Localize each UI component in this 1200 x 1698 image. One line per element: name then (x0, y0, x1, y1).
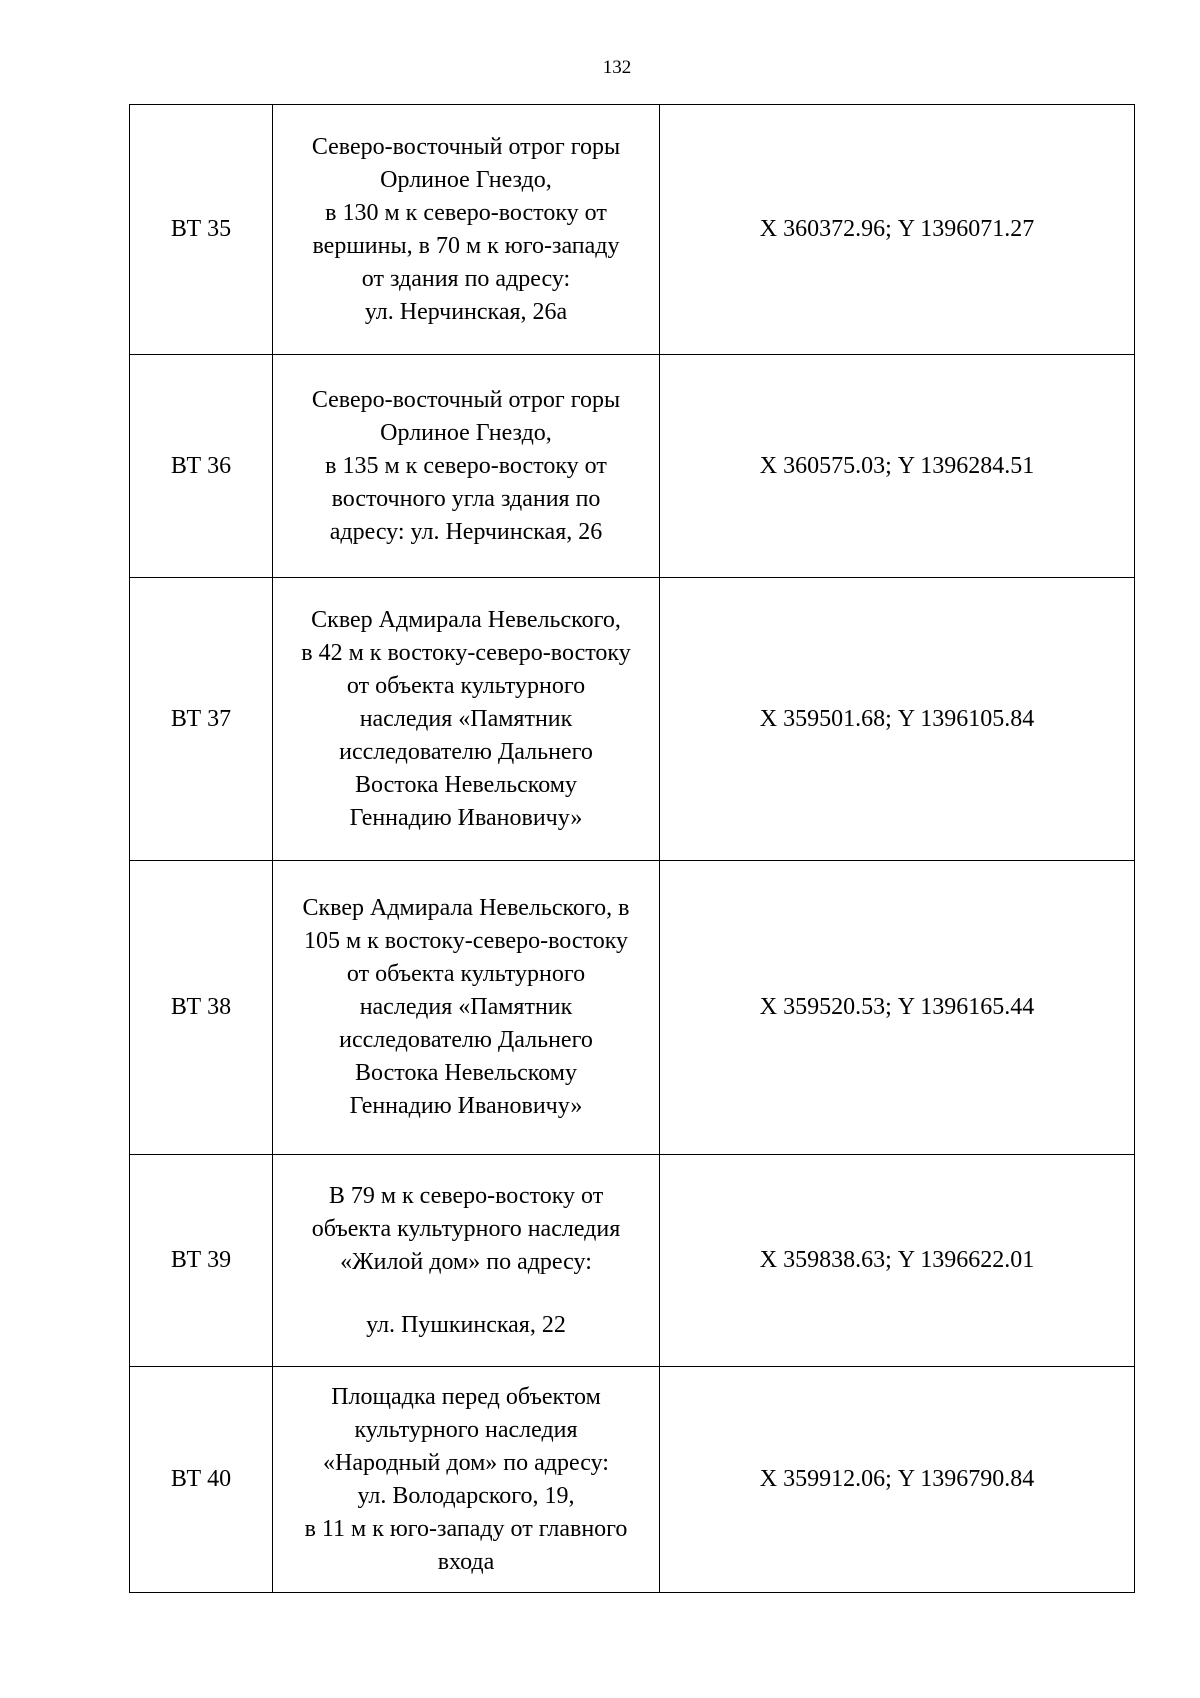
point-code: ВТ 38 (130, 861, 273, 1155)
table-row (130, 578, 1135, 861)
page-number: 132 (602, 57, 632, 78)
point-coordinates: Х 360372.96; Y 1396071.27 (660, 105, 1135, 355)
table-row (130, 355, 1135, 578)
coordinates-table (129, 104, 1135, 1593)
point-code: ВТ 39 (130, 1155, 273, 1367)
point-coordinates: Х 359501.68; Y 1396105.84 (660, 578, 1135, 861)
table-row (130, 861, 1135, 1155)
point-description-text: Сквер Адмирала Невельского, в 42 м к востоку-северо-востоку от объекта культурного наследия «Памятник исследователю Дальнего Востока Невельскому Геннадию Ивановичу» (301, 606, 631, 831)
point-description (273, 355, 660, 578)
point-description (273, 861, 660, 1155)
point-description-text: В 79 м к северо-востоку от объекта культурного наследия «Жилой дом» по адресу: (311, 1182, 621, 1275)
point-description-text: Северо-восточный отрог горы Орлиное Гнездо, в 135 м к северо-востоку от восточного угла здания по адресу: ул. Нерчинская, 26 (311, 386, 621, 545)
point-code: ВТ 40 (130, 1367, 273, 1593)
point-description-text: Площадка перед объектом культурного наследия «Народный дом» по адресу: ул. Володарского, 19, в 11 м к юго-западу от главного входа (304, 1383, 628, 1575)
point-code: ВТ 35 (130, 105, 273, 355)
point-description-text: Сквер Адмирала Невельского, в 105 м к востоку-северо-востоку от объекта культурного наследия «Памятник исследователю Дальнего Востока Невельскому Геннадию Ивановичу» (302, 895, 630, 1119)
point-description (273, 578, 660, 861)
point-coordinates: Х 359912.06; Y 1396790.84 (660, 1367, 1135, 1593)
point-coordinates: Х 359520.53; Y 1396165.44 (660, 861, 1135, 1155)
point-description-address: ул. Пушкинская, 22 (366, 1311, 566, 1338)
table-row (130, 105, 1135, 355)
table-row (130, 1155, 1135, 1367)
point-code: ВТ 37 (130, 578, 273, 861)
table-row (130, 1367, 1135, 1593)
point-coordinates: Х 359838.63; Y 1396622.01 (660, 1155, 1135, 1367)
point-coordinates: Х 360575.03; Y 1396284.51 (660, 355, 1135, 578)
point-description (273, 1155, 660, 1367)
point-code: ВТ 36 (130, 355, 273, 578)
point-description-text: Северо-восточный отрог горы Орлиное Гнездо, в 130 м к северо-востоку от вершины, в 70 м к юго-западу от здания по адресу: ул. Нерчинская, 26а (311, 133, 621, 325)
point-description (273, 105, 660, 355)
point-description (273, 1367, 660, 1593)
